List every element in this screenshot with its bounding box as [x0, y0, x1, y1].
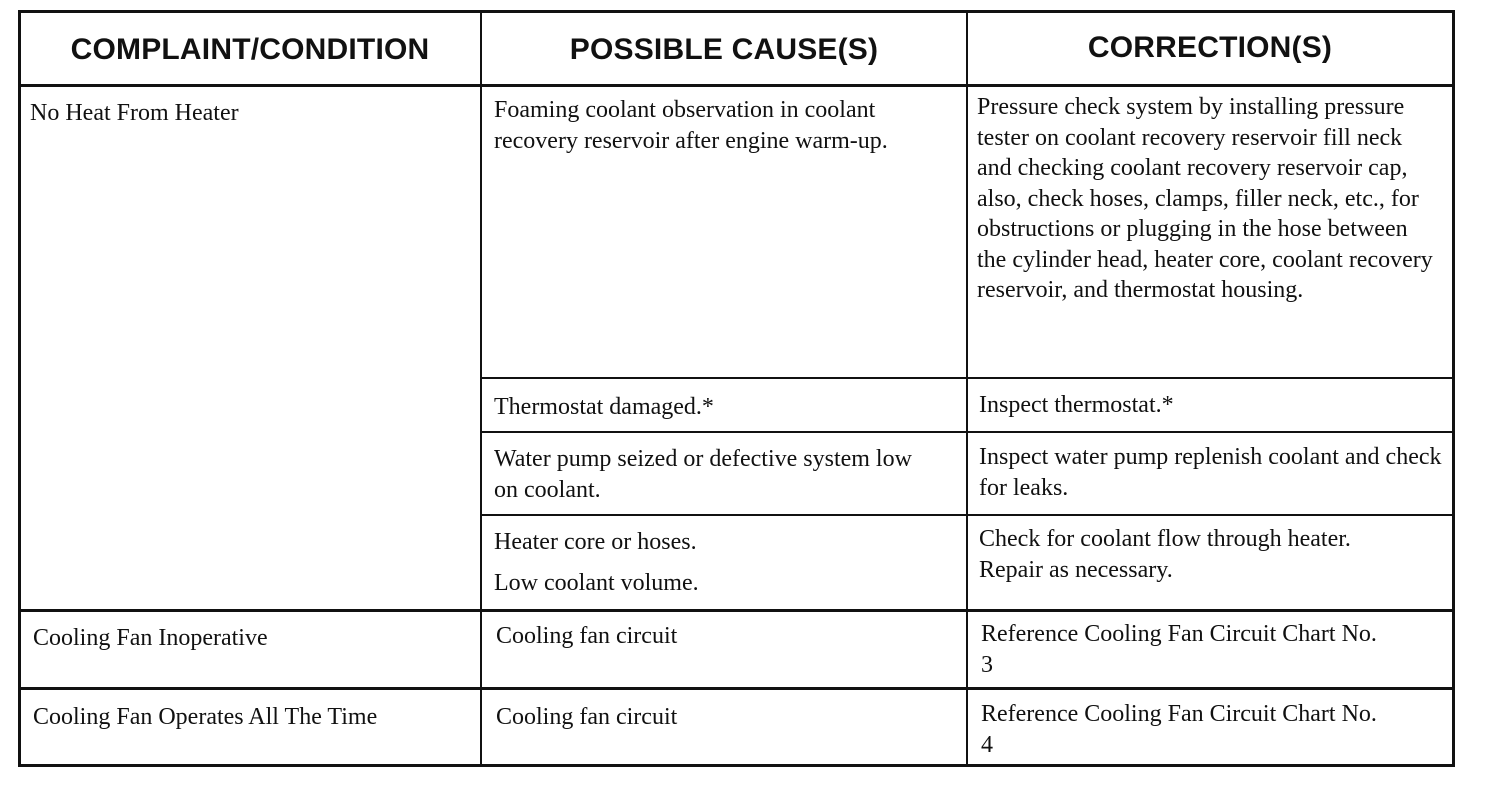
- cause-cell: Cooling fan circuit: [496, 623, 678, 649]
- row-divider: [20, 687, 1453, 690]
- row-divider: [482, 377, 1453, 379]
- cause-cell: Cooling fan circuit: [496, 704, 678, 730]
- cause-cell: Low coolant volume.: [494, 570, 699, 596]
- header-complaint: COMPLAINT/CONDITION: [70, 33, 430, 66]
- cause-cell: Water pump seized or defective system low on coolant.: [494, 446, 912, 503]
- header-divider: [20, 84, 1453, 87]
- cause-cell: Foaming coolant observation in coolant recovery reservoir after engine warm-up.: [494, 97, 888, 154]
- cause-cell: Thermostat damaged.*: [494, 394, 714, 420]
- row-divider: [20, 609, 1453, 612]
- correction-cell: Inspect water pump replenish coolant and check for leaks.: [979, 444, 1442, 501]
- correction-cell: Inspect thermostat.*: [979, 392, 1174, 418]
- correction-cell: Reference Cooling Fan Circuit Chart No. 4: [981, 701, 1377, 758]
- header-cause: POSSIBLE CAUSE(S): [569, 33, 879, 66]
- correction-cell: Pressure check system by installing pressure tester on coolant recovery reservoir fill neck and checking coolant recovery reservoir cap, also, check hoses, clamps, filler neck, etc., for obstructions or plugging in the hose between the cylinder head, heater core, coolant recovery reservoir, and thermostat housing.: [977, 94, 1433, 303]
- header-correction: CORRECTION(S): [1087, 31, 1333, 64]
- column-divider-2: [966, 12, 968, 766]
- column-divider-1: [480, 12, 482, 766]
- cause-cell: Heater core or hoses.: [494, 529, 697, 555]
- complaint-fan-all-time: Cooling Fan Operates All The Time: [33, 704, 378, 730]
- correction-cell: Reference Cooling Fan Circuit Chart No. 3: [981, 621, 1377, 678]
- row-divider: [482, 431, 1453, 433]
- complaint-no-heat: No Heat From Heater: [30, 100, 239, 126]
- correction-cell: Check for coolant flow through heater. Repair as necessary.: [979, 526, 1351, 583]
- row-divider: [482, 514, 1453, 516]
- complaint-fan-inoperative: Cooling Fan Inoperative: [33, 625, 268, 651]
